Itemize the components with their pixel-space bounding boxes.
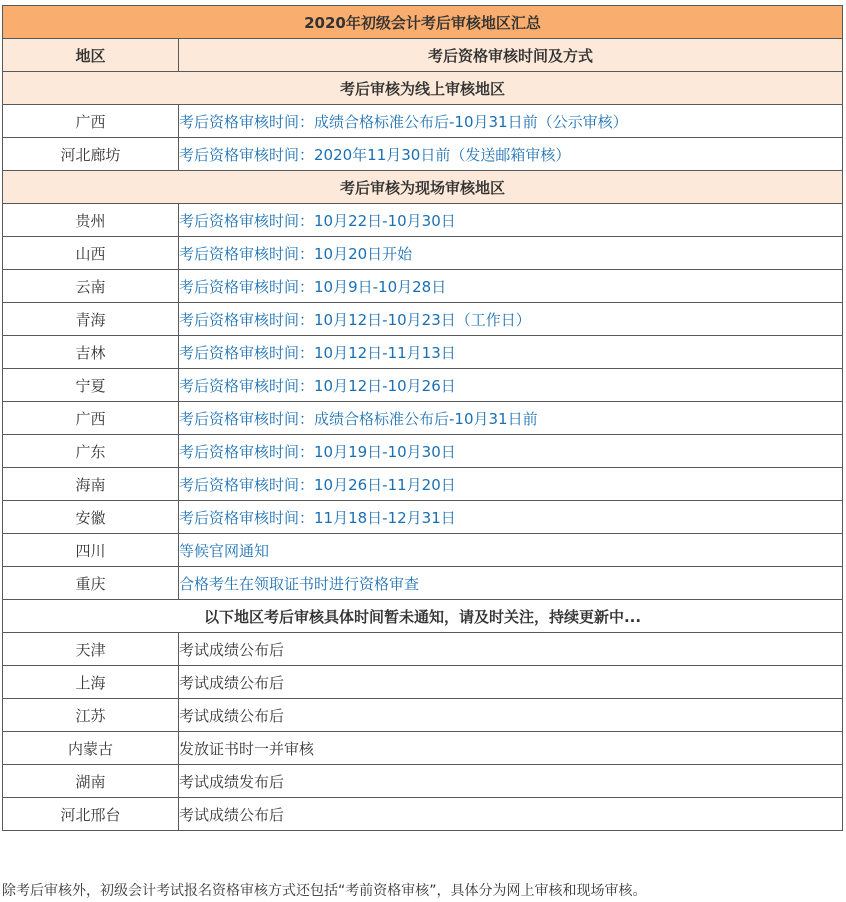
table-row xyxy=(3,765,843,798)
info-cell: 考试成绩公布后 xyxy=(179,633,843,666)
info-cell: 考试成绩公布后 xyxy=(179,798,843,831)
info-link[interactable]: 考后资格审核时间：10月26日-11月20日 xyxy=(179,468,843,501)
table-row xyxy=(3,699,843,732)
table-row xyxy=(3,468,843,501)
region-cell: 天津 xyxy=(3,633,179,666)
audit-summary-table xyxy=(2,5,843,831)
region-cell: 宁夏 xyxy=(3,369,179,402)
region-cell: 贵州 xyxy=(3,204,179,237)
info-link[interactable]: 考后资格审核时间：10月12日-10月23日（工作日） xyxy=(179,303,843,336)
table-row xyxy=(3,798,843,831)
info-column-header: 考后资格审核时间及方式 xyxy=(179,39,843,72)
table-row xyxy=(3,105,843,138)
onsite-section-heading-row xyxy=(3,171,843,204)
info-cell: 考试成绩公布后 xyxy=(179,699,843,732)
table-row xyxy=(3,501,843,534)
info-link[interactable]: 考后资格审核时间：10月9日-10月28日 xyxy=(179,270,843,303)
online-section-heading-row xyxy=(3,72,843,105)
info-cell: 考试成绩公布后 xyxy=(179,666,843,699)
table-title-row xyxy=(3,6,843,39)
table-row xyxy=(3,534,843,567)
info-cell: 考试成绩发布后 xyxy=(179,765,843,798)
info-link[interactable]: 等候官网通知 xyxy=(179,534,843,567)
info-cell: 发放证书时一并审核 xyxy=(179,732,843,765)
table-row xyxy=(3,633,843,666)
table-row xyxy=(3,369,843,402)
region-cell: 安徽 xyxy=(3,501,179,534)
pending-notice: 以下地区考后审核具体时间暂未通知，请及时关注，持续更新中... xyxy=(3,600,843,633)
region-cell: 海南 xyxy=(3,468,179,501)
region-cell: 山西 xyxy=(3,237,179,270)
info-link[interactable]: 考后资格审核时间：成绩合格标准公布后-10月31日前 xyxy=(179,402,843,435)
info-link[interactable]: 考后资格审核时间：2020年11月30日前（发送邮箱审核） xyxy=(179,138,843,171)
region-cell: 内蒙古 xyxy=(3,732,179,765)
region-cell: 河北邢台 xyxy=(3,798,179,831)
info-link[interactable]: 考后资格审核时间：成绩合格标准公布后-10月31日前（公示审核） xyxy=(179,105,843,138)
region-cell: 广西 xyxy=(3,402,179,435)
info-link[interactable]: 考后资格审核时间：10月12日-11月13日 xyxy=(179,336,843,369)
table-row xyxy=(3,435,843,468)
region-cell: 湖南 xyxy=(3,765,179,798)
table-header-row xyxy=(3,39,843,72)
region-cell: 重庆 xyxy=(3,567,179,600)
table-row xyxy=(3,567,843,600)
region-cell: 云南 xyxy=(3,270,179,303)
table-row xyxy=(3,270,843,303)
online-section-heading: 考后审核为线上审核地区 xyxy=(3,72,843,105)
region-cell: 上海 xyxy=(3,666,179,699)
table-row xyxy=(3,303,843,336)
region-cell: 广西 xyxy=(3,105,179,138)
region-cell: 青海 xyxy=(3,303,179,336)
info-link[interactable]: 考后资格审核时间：10月12日-10月26日 xyxy=(179,369,843,402)
table-row xyxy=(3,732,843,765)
info-link[interactable]: 考后资格审核时间：10月19日-10月30日 xyxy=(179,435,843,468)
pending-notice-row xyxy=(3,600,843,633)
table-row xyxy=(3,204,843,237)
region-cell: 江苏 xyxy=(3,699,179,732)
footnote-text: 除考后审核外，初级会计考试报名资格审核方式还包括“考前资格审核”，具体分为网上审核和现场审核。 xyxy=(2,883,647,899)
onsite-section-heading: 考后审核为现场审核地区 xyxy=(3,171,843,204)
table-row xyxy=(3,336,843,369)
table-title: 2020年初级会计考后审核地区汇总 xyxy=(3,6,843,39)
info-link[interactable]: 合格考生在领取证书时进行资格审查 xyxy=(179,567,843,600)
table-row xyxy=(3,138,843,171)
info-link[interactable]: 考后资格审核时间：10月22日-10月30日 xyxy=(179,204,843,237)
region-cell: 四川 xyxy=(3,534,179,567)
info-link[interactable]: 考后资格审核时间：11月18日-12月31日 xyxy=(179,501,843,534)
region-column-header: 地区 xyxy=(3,39,179,72)
table-row xyxy=(3,666,843,699)
region-cell: 河北廊坊 xyxy=(3,138,179,171)
table-row xyxy=(3,402,843,435)
table-row xyxy=(3,237,843,270)
region-cell: 广东 xyxy=(3,435,179,468)
region-cell: 吉林 xyxy=(3,336,179,369)
info-link[interactable]: 考后资格审核时间：10月20日开始 xyxy=(179,237,843,270)
